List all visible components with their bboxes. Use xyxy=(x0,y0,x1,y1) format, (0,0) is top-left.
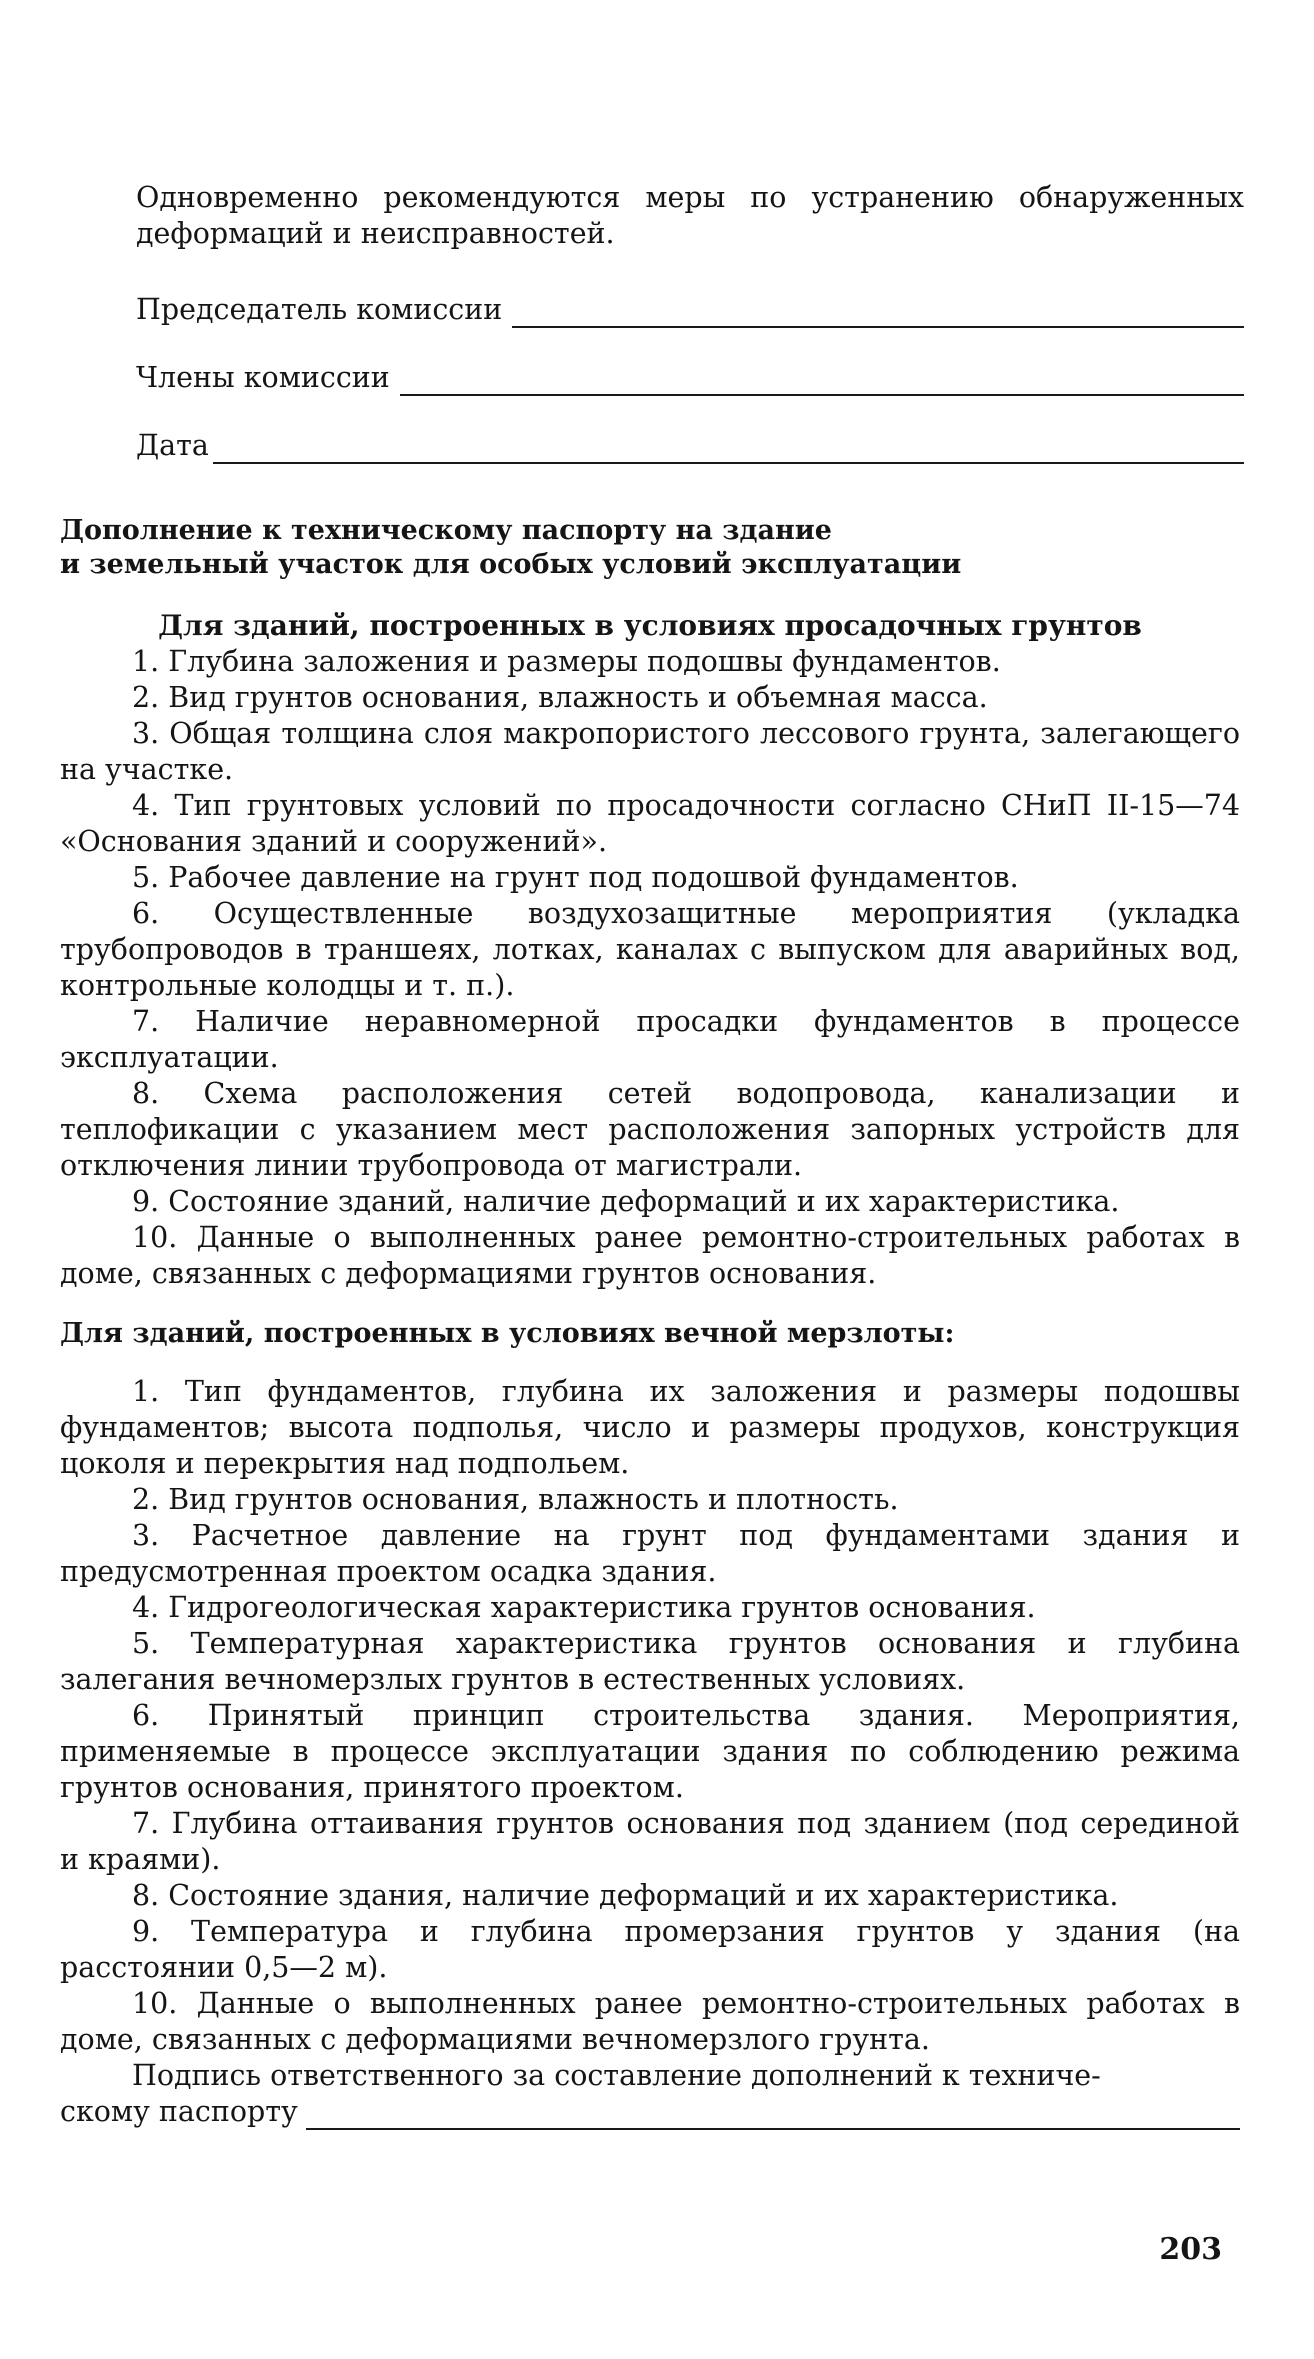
signature-responsible-line-1: Подпись ответственного за составление дополнений к техниче- xyxy=(132,2059,1101,2092)
section-2-item-6: 6. Принятый принцип строительства здания. Мероприятия, применяемые в процессе эксплуатации здания по соблюдению режима грунтов основания, принятого проектом. xyxy=(60,1699,1240,1804)
section-1-item-5: 5. Рабочее давление на грунт под подошвой фундаментов. xyxy=(132,861,1019,894)
signature-responsible-row xyxy=(60,2094,1240,2130)
section-2-item-3: 3. Расчетное давление на грунт под фундаментами здания и предусмотренная проектом осадка здания. xyxy=(60,1519,1240,1588)
members-signature-line xyxy=(400,368,1244,396)
chairman-label: Председатель комиссии xyxy=(136,293,503,326)
section-1-item-8: 8. Схема расположения сетей водопровода, канализации и теплофикации с указанием мест расположения запорных устройств для отключения линии трубопровода от магистрали. xyxy=(60,1077,1240,1182)
members-signature-row xyxy=(136,360,1244,396)
appendix-title-line-1: Дополнение к техническому паспорту на здание xyxy=(60,515,832,546)
section-1-item-2: 2. Вид грунтов основания, влажность и объемная масса. xyxy=(132,681,988,714)
section-1-item-10: 10. Данные о выполненных ранее ремонтно-строительных работах в доме, связанных с деформациями грунтов основания. xyxy=(60,1221,1240,1290)
chairman-signature-line xyxy=(512,300,1244,328)
section-2-item-7: 7. Глубина оттаивания грунтов основания под зданием (под серединой и краями). xyxy=(60,1807,1240,1876)
section-2-item-1: 1. Тип фундаментов, глубина их заложения и размеры подошвы фундаментов; высота подполья, число и размеры продухов, конструкция цоколя и перекрытия над подпольем. xyxy=(60,1375,1240,1480)
section-1-list xyxy=(60,644,1240,1292)
section-1-item-4: 4. Тип грунтовых условий по просадочности согласно СНиП II-15—74 «Основания зданий и сооружений». xyxy=(60,789,1240,858)
signature-responsible-line-2: скому паспорту xyxy=(60,2095,298,2128)
section-1-item-9: 9. Состояние зданий, наличие деформаций и их характеристика. xyxy=(132,1185,1120,1218)
signature-responsible-blank xyxy=(306,2102,1240,2130)
date-line xyxy=(213,436,1244,464)
section-2-item-10: 10. Данные о выполненных ранее ремонтно-строительных работах в доме, связанных с деформациями вечномерзлого грунта. xyxy=(60,1987,1240,2056)
members-label: Члены комиссии xyxy=(136,361,390,394)
section-2-list xyxy=(60,1374,1240,2130)
section-2-item-2: 2. Вид грунтов основания, влажность и плотность. xyxy=(132,1483,899,1516)
intro-paragraph: Одновременно рекомендуются меры по устранению обнаруженных деформаций и неисправностей. xyxy=(136,181,1244,250)
section-2-item-9: 9. Температура и глубина промерзания грунтов у здания (на расстоянии 0,5—2 м). xyxy=(60,1915,1240,1984)
date-row xyxy=(136,428,1244,464)
section-1-item-6: 6. Осуществленные воздухозащитные мероприятия (укладка трубопроводов в траншеях, лотках, каналах с выпуском для аварийных вод, контрольные колодцы и т. п.). xyxy=(60,897,1240,1002)
chairman-signature-row xyxy=(136,292,1244,328)
appendix-title-line-2: и земельный участок для особых условий эксплуатации xyxy=(60,549,962,580)
section-2-item-5: 5. Температурная характеристика грунтов основания и глубина залегания вечномерзлых грунтов в естественных условиях. xyxy=(60,1627,1240,1696)
section-1-title: Для зданий, построенных в условиях просадочных грунтов xyxy=(158,609,1142,642)
date-label: Дата xyxy=(136,429,209,462)
section-1-item-3: 3. Общая толщина слоя макропористого лессового грунта, залегающего на участке. xyxy=(60,717,1240,786)
section-1-item-7: 7. Наличие неравномерной просадки фундаментов в процессе эксплуатации. xyxy=(60,1005,1240,1074)
page-number: 203 xyxy=(1159,2232,1222,2267)
section-1-item-1: 1. Глубина заложения и размеры подошвы фундаментов. xyxy=(132,645,1001,678)
section-2-item-4: 4. Гидрогеологическая характеристика грунтов основания. xyxy=(132,1591,1036,1624)
section-2-item-8: 8. Состояние здания, наличие деформаций и их характеристика. xyxy=(132,1879,1119,1912)
section-2-title: Для зданий, построенных в условиях вечной мерзлоты: xyxy=(60,1318,955,1349)
document-page xyxy=(60,180,1244,2130)
